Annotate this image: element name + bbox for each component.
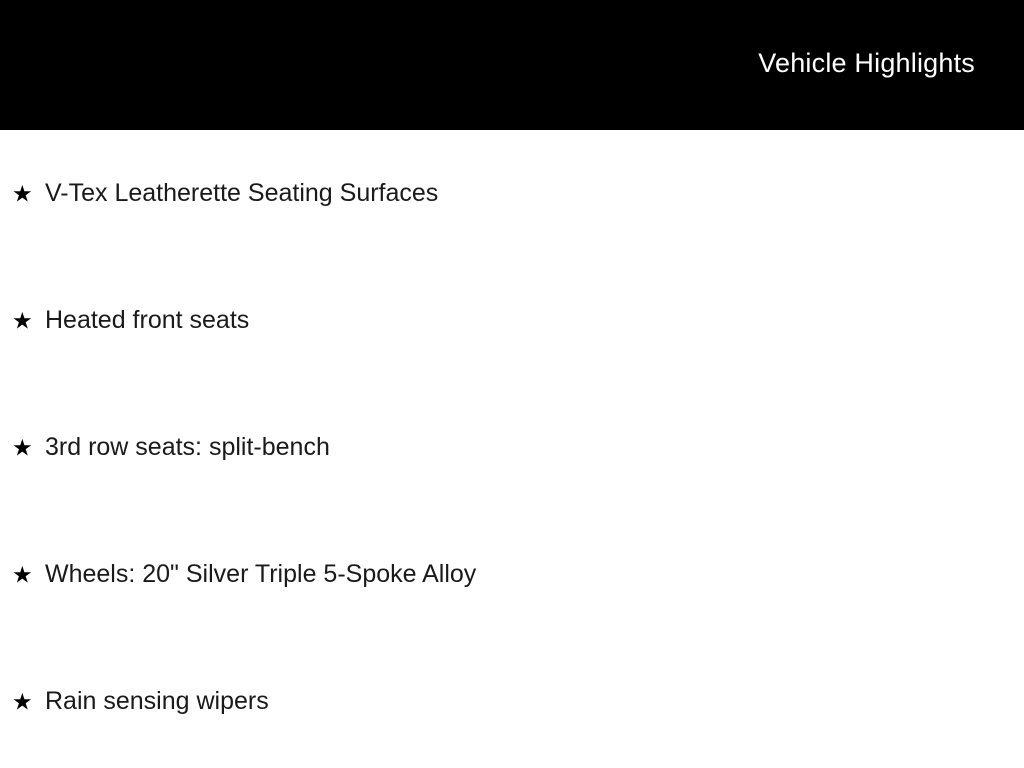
page-title: Vehicle Highlights xyxy=(758,48,975,78)
star-icon: ★ xyxy=(12,180,33,206)
highlights-list xyxy=(0,130,1024,765)
star-icon: ★ xyxy=(12,434,33,460)
star-icon: ★ xyxy=(12,307,33,333)
star-icon: ★ xyxy=(12,688,33,714)
highlight-label: Heated front seats xyxy=(45,305,250,334)
list-item xyxy=(0,257,1024,384)
list-item xyxy=(0,384,1024,511)
highlight-label: Wheels: 20" Silver Triple 5-Spoke Alloy xyxy=(45,559,477,588)
list-item xyxy=(0,130,1024,257)
highlight-label: 3rd row seats: split-bench xyxy=(45,432,330,461)
star-icon: ★ xyxy=(12,561,33,587)
highlight-label: Rain sensing wipers xyxy=(45,686,269,715)
header-bar xyxy=(0,0,1024,130)
list-item xyxy=(0,638,1024,765)
highlight-label: V-Tex Leatherette Seating Surfaces xyxy=(45,178,439,207)
list-item xyxy=(0,511,1024,638)
